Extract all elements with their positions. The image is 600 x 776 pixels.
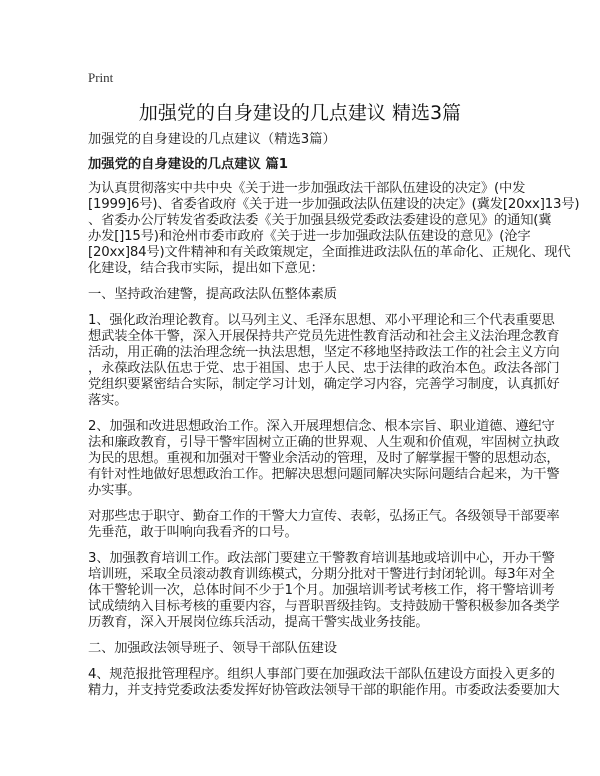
paragraph	[88, 641, 528, 657]
print-link[interactable]: Print	[88, 70, 114, 85]
paragraph	[88, 181, 580, 277]
document-subtitle: 加强党的自身建设的几点建议（精选3篇）	[88, 132, 336, 147]
paragraph-line: 2、加强和改进思想政治工作。深入开展理想信念、根本宗旨、职业道德、遵纪守	[88, 419, 555, 434]
paragraph-list	[88, 181, 580, 699]
paragraph-line: 1、强化政治理论教育。以马列主义、毛泽东思想、邓小平理论和三个代表重要思	[88, 313, 555, 328]
paragraph-line: ，永葆政法队伍忠于党、忠于祖国、忠于人民、忠于法律的政治本色。政法各部门	[88, 361, 560, 376]
paragraph	[88, 419, 560, 499]
paragraph-line: 办发[]15号)和沧州市委市政府《关于进一步加强政法队伍建设的意见》(沧字	[88, 229, 531, 244]
paragraph-line: 4、规范报批管理程序。组织人事部门要在加强政法干部队伍建设方面投入更多的	[88, 667, 555, 682]
paragraph-line: 落实。	[88, 393, 128, 408]
paragraph-line: 历教育，深入开展岗位练兵活动，提高干警实战业务技能。	[88, 615, 429, 630]
paragraph-line: 3、加强教育培训工作。政法部门要建立干警教育培训基地或培训中心，开办干警	[88, 551, 555, 566]
paragraph-line: 想武装全体干警，深入开展保持共产党员先进性教育活动和社会主义法治理念教育	[88, 329, 560, 344]
paragraph-line: 先垂范，敢于叫响向我看齐的口号。	[88, 525, 298, 540]
paragraph-line: 试成绩纳入目标考核的重要内容，与晋职晋级挂钩。支持鼓励干警积极参加各类学	[88, 599, 560, 614]
paragraph-line: 对那些忠于职守、勤奋工作的干警大力宣传、表彰，弘扬正气。各级领导干部要率	[88, 509, 560, 524]
paragraph-line: 体干警轮训一次，总体时间不少于1个月。加强培训考试考核工作，将干警培训考	[88, 583, 555, 598]
paragraph	[88, 287, 528, 303]
paragraph-line: 一、坚持政治建警，提高政法队伍整体素质	[88, 287, 337, 302]
paragraph	[88, 551, 560, 631]
paragraph-line: 精力，并支持党委政法委发挥好协管政法领导干部的职能作用。市委政法委要加大	[88, 683, 560, 698]
section-heading: 加强党的自身建设的几点建议 篇1	[88, 157, 289, 172]
paragraph-line: 化建设，结合我市实际，提出如下意见：	[88, 261, 324, 276]
paragraph-line: 培训班，采取全员滚动教育训练模式，分期分批对干警进行封闭轮训。每3年对全	[88, 567, 555, 582]
paragraph	[88, 509, 560, 541]
paragraph-line: [20xx]84号)文件精神和有关政策规定，全面推进政法队伍的革命化、正规化、现代	[88, 245, 571, 260]
page-title: 加强党的自身建设的几点建议 精选3篇	[138, 102, 462, 124]
paragraph-line: 为认真贯彻落实中共中央《关于进一步加强政法干部队伍建设的决定》(中发	[88, 181, 526, 196]
paragraph-line: 办实事。	[88, 483, 141, 498]
paragraph-line: 二、加强政法领导班子、领导干部队伍建设	[88, 641, 337, 656]
paragraph-line: 活动，用正确的法治理念统一执法思想，坚定不移地坚持政法工作的社会主义方向	[88, 345, 560, 360]
document-body	[88, 132, 580, 709]
paragraph	[88, 667, 560, 699]
paragraph-line: 为民的思想。重视和加强对干警业余活动的管理，及时了解掌握干警的思想动态，	[88, 451, 560, 466]
paragraph-line: [1999]6号)、省委省政府《关于进一步加强政法队伍建设的决定》(冀发[20xx]13号)	[88, 197, 580, 212]
paragraph	[88, 313, 560, 409]
paragraph-line: 、省委办公厅转发省委政法委《关于加强县级党委政法委建设的意见》的通知(冀	[88, 213, 552, 228]
paragraph-line: 有针对性地做好思想政治工作。把解决思想问题同解决实际问题结合起来，为干警	[88, 467, 560, 482]
paragraph-line: 法和廉政教育，引导干警牢固树立正确的世界观、人生观和价值观，牢固树立执政	[88, 435, 560, 450]
paragraph-line: 党组织要紧密结合实际，制定学习计划，确定学习内容，完善学习制度，认真抓好	[88, 377, 560, 392]
